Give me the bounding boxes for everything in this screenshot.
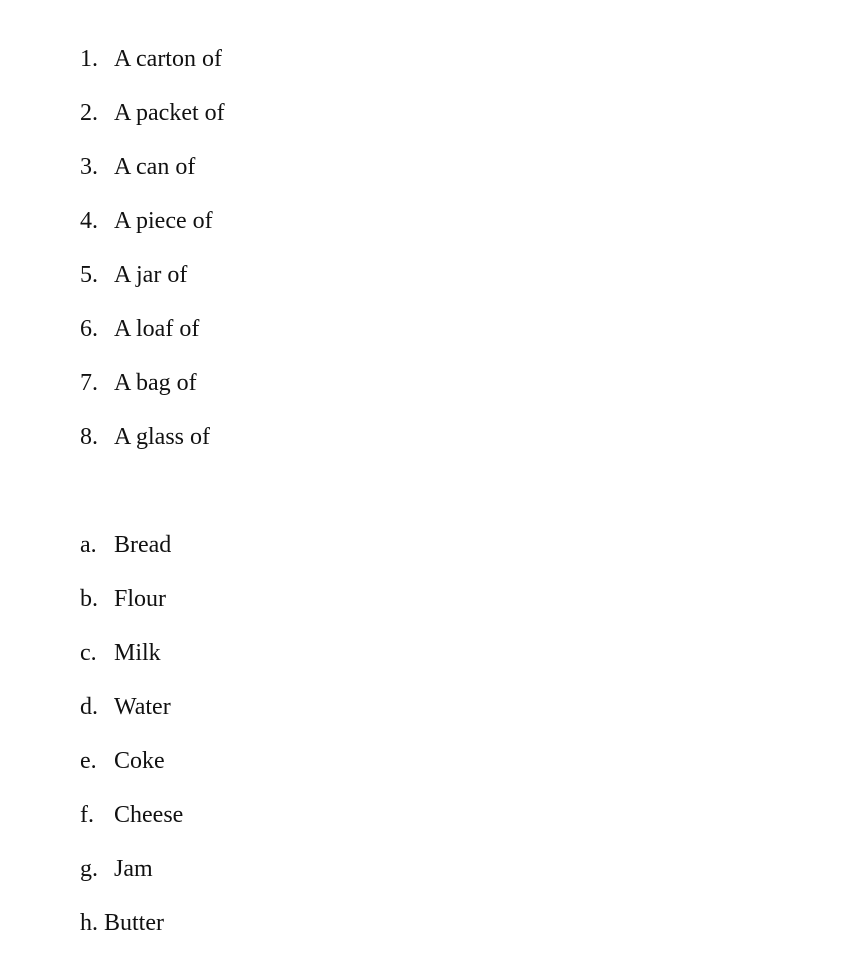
list-item-number: 2. [80,100,98,126]
list-item-number: 3. [80,154,98,180]
list-item-number: 1. [80,46,98,72]
list-item [80,638,183,692]
list-item-text: Bread [114,532,172,558]
list-item-letter: e. [80,748,97,774]
list-item-text: Jam [114,856,153,882]
list-item-text: A can of [114,154,196,180]
list-item-text: Water [114,694,171,720]
list-item-letter: h. [80,910,98,936]
list-item-text: A piece of [114,208,213,234]
list-item-letter: b. [80,586,98,612]
list-item [80,530,183,584]
list-item-text: Coke [114,748,165,774]
list-item-text: A loaf of [114,316,200,342]
list-item [80,152,225,206]
list-item-number: 5. [80,262,98,288]
list-item [80,854,183,908]
list-item-letter: c. [80,640,97,666]
list-item-text: A jar of [114,262,188,288]
list-item-text: Flour [114,586,167,612]
food-item-list [80,530,183,962]
list-item [80,800,183,854]
list-item [80,206,225,260]
list-item-text: Cheese [114,802,184,828]
list-item-letter: d. [80,694,98,720]
list-item [80,422,225,476]
list-item-number: 4. [80,208,98,234]
list-item-text: Butter [104,910,164,936]
list-item-letter: g. [80,856,98,882]
list-item-letter: f. [80,802,94,828]
list-item-number: 8. [80,424,98,450]
list-item [80,368,225,422]
list-item [80,260,225,314]
list-item-text: A carton of [114,46,222,72]
list-item-number: 6. [80,316,98,342]
list-item-text: Milk [114,640,161,666]
list-item-number: 7. [80,370,98,396]
list-item [80,746,183,800]
list-item-letter: a. [80,532,97,558]
list-item [80,98,225,152]
list-item [80,584,183,638]
list-item-text: A bag of [114,370,197,396]
list-item [80,44,225,98]
list-item [80,908,183,962]
list-item [80,314,225,368]
list-item [80,692,183,746]
list-item-text: A glass of [114,424,210,450]
list-item-text: A packet of [114,100,225,126]
quantity-phrase-list [80,44,225,476]
